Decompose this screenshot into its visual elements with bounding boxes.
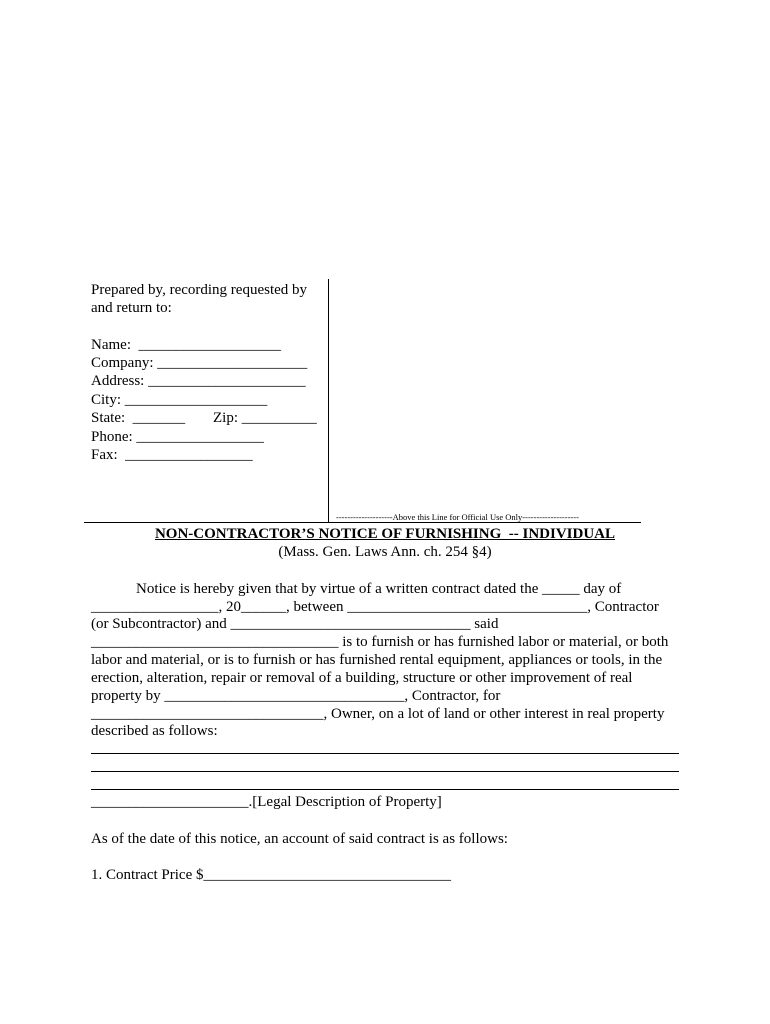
official-use-label: --------------------Above this Line for Official Use Only-------------------- xyxy=(336,512,579,522)
address-field: Address: _____________________ xyxy=(91,373,306,389)
body-line-7: property by ________________________________, Contractor, for xyxy=(91,688,501,704)
body-line-8: _______________________________, Owner, on a lot of land or other interest in real property xyxy=(91,706,665,722)
legal-description-line-1 xyxy=(91,753,679,754)
phone-field: Phone: _________________ xyxy=(91,429,264,445)
body-line-3: (or Subcontractor) and ________________________________ said xyxy=(91,616,499,632)
fax-field: Fax: _________________ xyxy=(91,447,253,463)
prepared-by-line1: Prepared by, recording requested by xyxy=(91,282,308,298)
body-line-9: described as follows: xyxy=(91,723,218,739)
header-vertical-divider xyxy=(328,279,329,522)
company-field: Company: ____________________ xyxy=(91,355,308,371)
name-field: Name: ___________________ xyxy=(91,337,281,353)
body-line-1: Notice is hereby given that by virtue of a written contract dated the _____ day of xyxy=(136,581,622,597)
body-line-5: labor and material, or is to furnish or has furnished rental equipment, appliances or tools, in the xyxy=(91,652,663,668)
zip-field: Zip: __________ xyxy=(213,410,317,426)
document-title: NON-CONTRACTOR’S NOTICE OF FURNISHING -- INDIVIDUAL xyxy=(154,526,616,542)
city-field: City: ___________________ xyxy=(91,392,268,408)
legal-description-line-3 xyxy=(91,789,679,790)
account-statement: As of the date of this notice, an account of said contract is as follows: xyxy=(91,831,508,847)
contract-price-field: 1. Contract Price $_________________________________ xyxy=(91,867,451,883)
legal-description-label: _____________________.[Legal Description of Property] xyxy=(91,794,442,810)
document-subtitle: (Mass. Gen. Laws Ann. ch. 254 §4) xyxy=(278,544,492,560)
legal-description-line-2 xyxy=(91,771,679,772)
state-field: State: _______ xyxy=(91,410,186,426)
body-line-4: _________________________________ is to furnish or has furnished labor or material, or both xyxy=(91,634,669,650)
body-line-6: erection, alteration, repair or removal of a building, structure or other improvement of real xyxy=(91,670,633,686)
prepared-by-line2: and return to: xyxy=(91,300,172,316)
body-line-2: _________________, 20______, between ________________________________, Contractor xyxy=(91,599,659,615)
